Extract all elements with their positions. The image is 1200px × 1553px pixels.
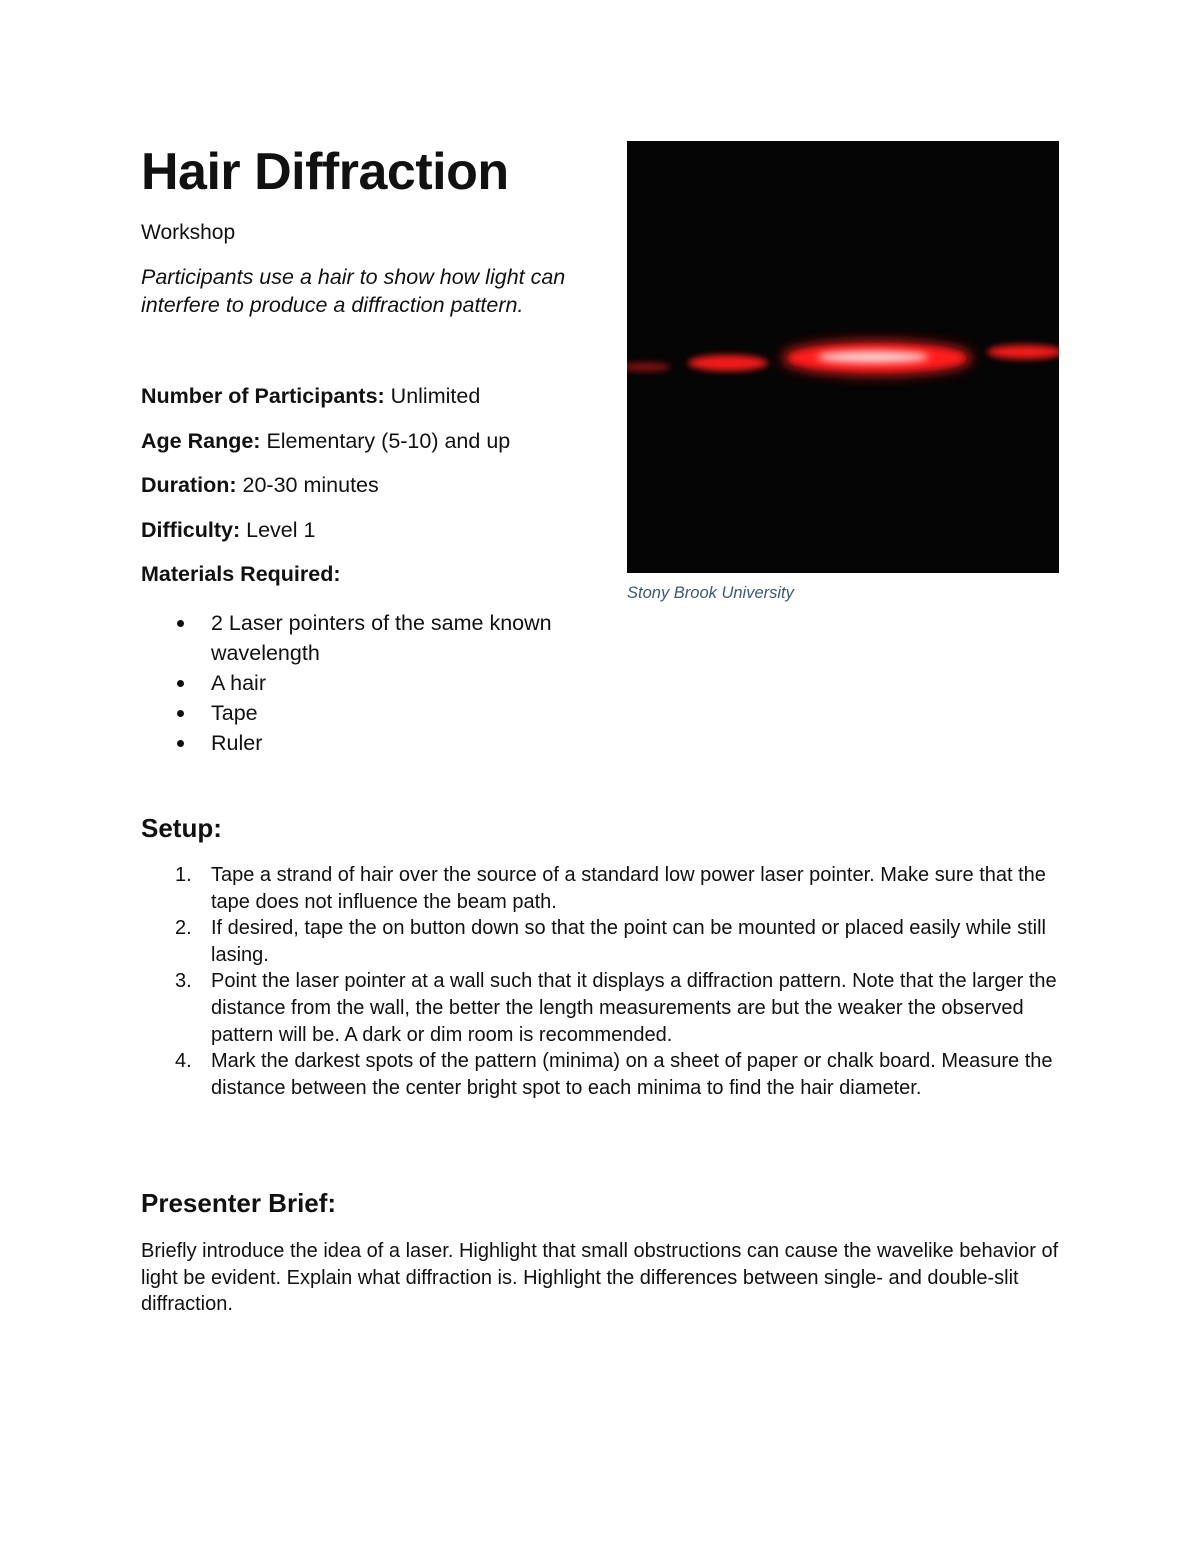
materials-list: [141, 608, 611, 758]
workshop-details: [141, 381, 611, 604]
detail-label: Difficulty:: [141, 517, 241, 542]
list-item-text: Ruler: [211, 731, 263, 755]
detail-label: Materials Required:: [141, 562, 341, 586]
bullet-icon: [177, 620, 184, 627]
step-number: 4.: [175, 1050, 192, 1073]
page-tagline: Participants use a hair to show how light can interfere to produce a diffraction pattern.: [141, 265, 566, 317]
detail-label: Number of Participants:: [141, 384, 385, 408]
detail-duration: [141, 470, 611, 500]
bullet-icon: [177, 680, 184, 687]
diffraction-fringe-left: [688, 355, 768, 371]
page-subtitle: Workshop: [141, 221, 236, 244]
step-number: 2.: [175, 917, 192, 940]
presenter-brief-text: Briefly introduce the idea of a laser. Highlight that small obstructions can cause the wavelike behavior of light be evident. Explain what diffraction is. Highlight the differences between single- and double-slit diffraction.: [141, 1240, 1059, 1316]
list-item-text: A hair: [211, 671, 266, 695]
list-item-text: 2 Laser pointers of the same known wavelength: [211, 611, 552, 665]
setup-step: [141, 862, 1061, 915]
setup-step: [141, 915, 1061, 968]
photo-credit: Stony Brook University: [627, 584, 794, 602]
setup-step: [141, 968, 1061, 1048]
step-text: Mark the darkest spots of the pattern (minima) on a sheet of paper or chalk board. Measure the distance between the center bright spot to each minima to find the hair diameter.: [211, 1050, 1053, 1099]
step-text: If desired, tape the on button down so that the point can be mounted or placed easily while still lasing.: [211, 917, 1046, 966]
page-title: Hair Diffraction: [141, 143, 509, 201]
step-text: Point the laser pointer at a wall such that it displays a diffraction pattern. Note that the larger the distance from the wall, the better the length measurements are but the weaker the observed pattern will be. A dark or dim room is recommended.: [211, 970, 1057, 1046]
list-item: [141, 728, 611, 758]
detail-label: Age Range:: [141, 428, 261, 453]
bullet-icon: [177, 740, 184, 747]
setup-heading: Setup:: [141, 813, 222, 843]
detail-materials: [141, 559, 611, 589]
detail-label: Duration:: [141, 473, 237, 497]
list-item: [141, 608, 611, 668]
step-number: 1.: [175, 864, 192, 886]
detail-participants: [141, 381, 611, 411]
step-number: 3.: [175, 970, 192, 993]
diffraction-core-central: [817, 351, 929, 363]
detail-age-range: [141, 426, 611, 456]
list-item-text: Tape: [211, 701, 258, 725]
setup-step: [141, 1048, 1061, 1101]
detail-difficulty: [141, 515, 611, 545]
detail-value: Level 1: [240, 517, 316, 542]
setup-steps: [141, 862, 1061, 1101]
list-item: [141, 668, 611, 698]
step-text: Tape a strand of hair over the source of a standard low power laser pointer. Make sure that the tape does not influence the beam path.: [211, 864, 1046, 913]
detail-value: 20-30 minutes: [236, 473, 379, 497]
detail-value: Unlimited: [384, 384, 481, 408]
diffraction-pattern-photo: [627, 141, 1059, 573]
list-item: [141, 698, 611, 728]
bullet-icon: [177, 710, 184, 717]
detail-value: Elementary (5-10) and up: [260, 428, 511, 453]
presenter-brief-heading: Presenter Brief:: [141, 1188, 337, 1218]
